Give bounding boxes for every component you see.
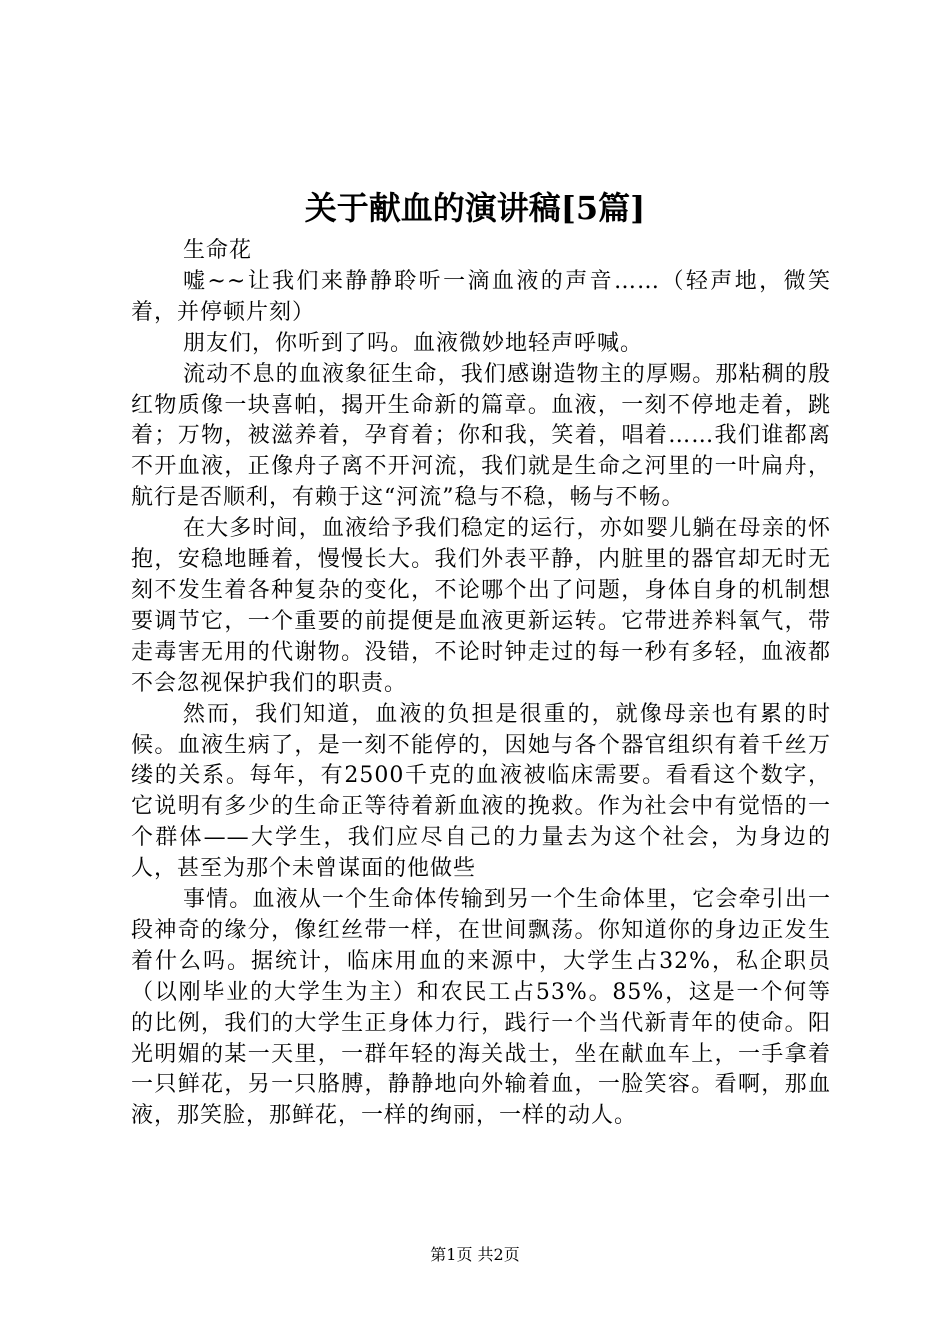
paragraph: 流动不息的血液象征生命，我们感谢造物主的厚赐。那粘稠的殷红物质像一块喜帕，揭开生命新的篇章。血液，一刻不停地走着，跳着；万物，被滋养着，孕育着；你和我，笑着，唱着……我们谁都离不开血液，正像舟子离不开河流，我们就是生命之河里的一叶扁舟，航行是否顺利，有赖于这“河流”稳与不稳，畅与不畅。 (131, 361, 831, 511)
page-number-footer: 第1页 共2页 (430, 1245, 520, 1264)
paragraph: 朋友们，你听到了吗。血液微妙地轻声呼喊。 (183, 330, 644, 356)
document-title: 关于献血的演讲稿[5篇] (304, 189, 646, 227)
paragraph: 在大多时间，血液给予我们稳定的运行，亦如婴儿躺在母亲的怀抱，安稳地睡着，慢慢长大。我们外表平静，内脏里的器官却无时无刻不发生着各种复杂的变化，不论哪个出了问题，身体自身的机制想要调节它，一个重要的前提便是血液更新运转。它带进养料氧气，带走毒害无用的代谢物。没错，不论时钟走过的每一秒有多轻，血液都不会忽视保护我们的职责。 (131, 516, 831, 696)
paragraph: 事情。血液从一个生命体传输到另一个生命体里，它会牵引出一段神奇的缘分，像红丝带一样，在世间飘荡。你知道你的身边正发生着什么吗。据统计，临床用血的来源中，大学生占32%，私企职员（以刚毕业的大学生为主）和农民工占53%。85%，这是一个何等的比例，我们的大学生正身体力行，践行一个当代新青年的使命。阳光明媚的某一天里，一群年轻的海关战士，坐在献血车上，一手拿着一只鲜花，另一只胳膊，静静地向外输着血，一脸笑容。看啊，那血液，那笑脸，那鲜花，一样的绚丽，一样的动人。 (131, 887, 831, 1129)
document-body (131, 236, 831, 1132)
paragraph: 然而，我们知道，血液的负担是很重的，就像母亲也有累的时候。血液生病了，是一刻不能停的，因她与各个器官组织有着千丝万缕的关系。每年，有2500千克的血液被临床需要。看看这个数字，它说明有多少的生命正等待着新血液的挽救。作为社会中有觉悟的一个群体——大学生，我们应尽自己的力量去为这个社会，为身边的人，甚至为那个未曾谋面的他做些 (131, 701, 831, 882)
paragraph: 生命花 (183, 238, 253, 263)
paragraph: 嘘~~让我们来静静聆听一滴血液的声音……（轻声地，微笑着，并停顿片刻） (131, 268, 831, 325)
